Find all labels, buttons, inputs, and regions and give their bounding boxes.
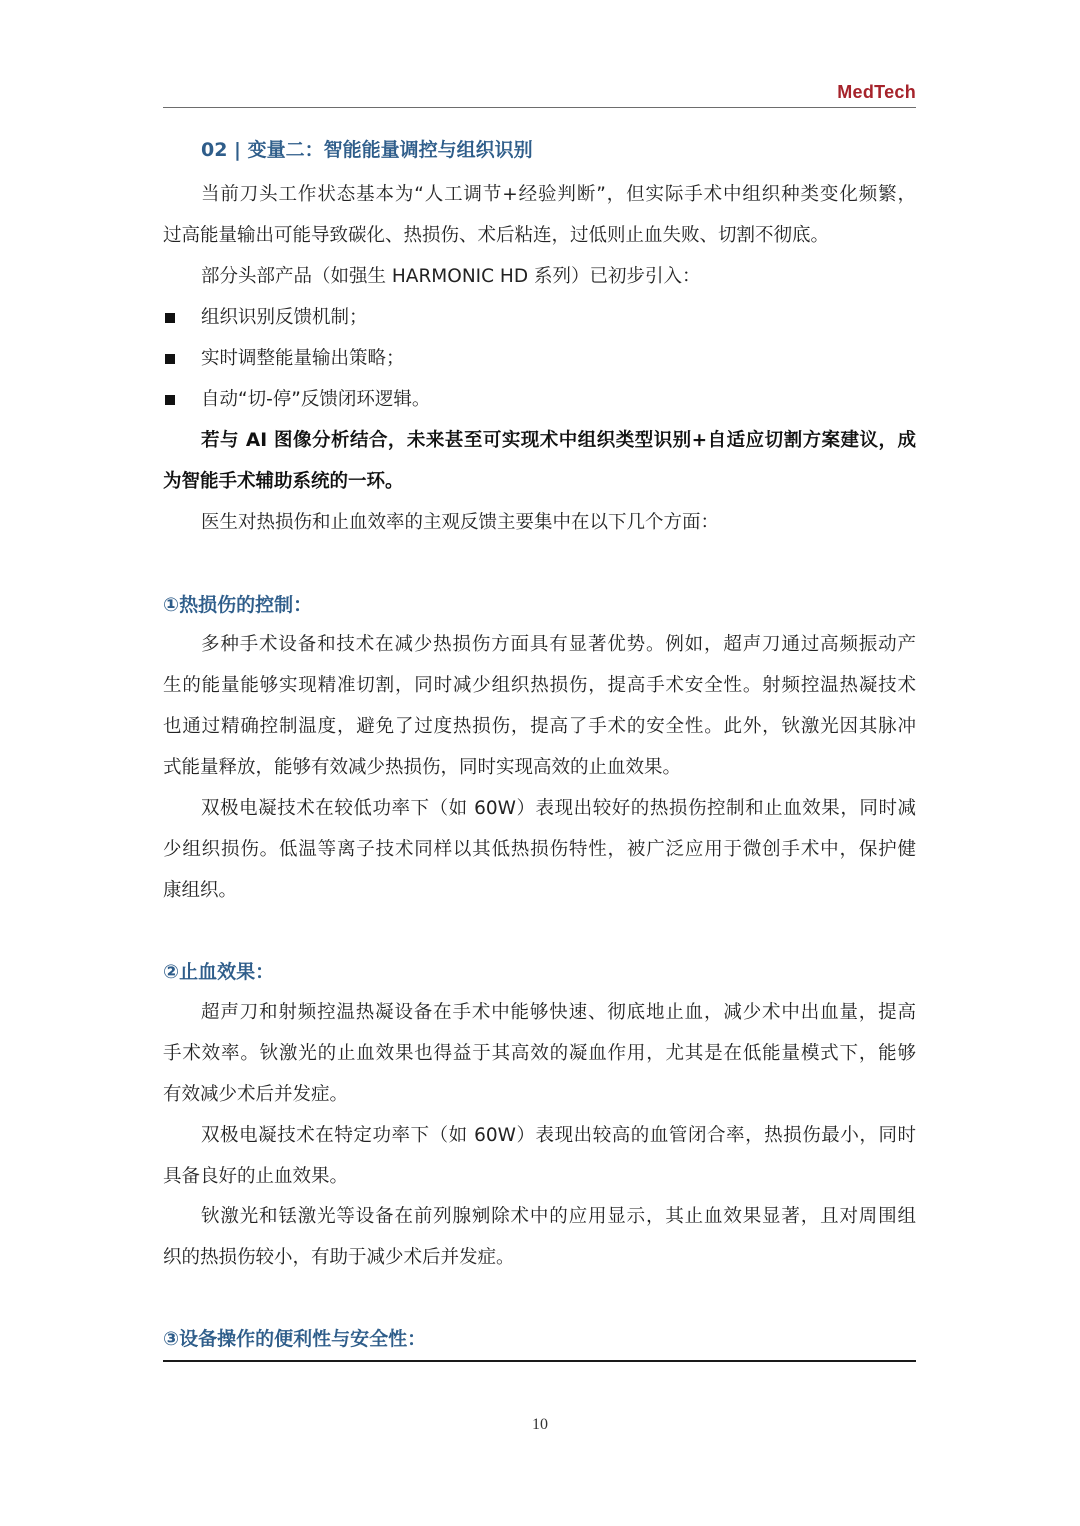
emphasis-line: 若与 AI 图像分析结合，未来甚至可实现术中组织类型识别+自适应切割方案建议，成 xyxy=(201,430,916,451)
brand-logo-text: MedTech xyxy=(837,82,916,102)
list-item xyxy=(163,345,916,373)
paragraph-line: 式能量释放，能够有效减少热损伤，同时实现高效的止血效果。 xyxy=(163,757,682,778)
paragraph-line: 也通过精确控制温度，避免了过度热损伤，提高了手术的安全性。此外，钬激光因其脉冲 xyxy=(163,716,916,737)
paragraph-line: 有效减少术后并发症。 xyxy=(163,1084,349,1105)
paragraph-line: 少组织损伤。低温等离子技术同样以其低热损伤特性，被广泛应用于微创手术中，保护健 xyxy=(163,839,916,860)
square-bullet-icon xyxy=(165,354,175,364)
subsection-heading-hemostasis: ②止血效果： xyxy=(163,961,275,983)
paragraph-line: 具备良好的止血效果。 xyxy=(163,1166,349,1187)
emphasis-line: 为智能手术辅助系统的一环。 xyxy=(163,471,404,492)
paragraph-line: 双极电凝技术在特定功率下（如 60W）表现出较高的血管闭合率，热损伤最小，同时 xyxy=(201,1125,916,1146)
paragraph-line: 生的能量能够实现精准切割，同时减少组织热损伤，提高手术安全性。射频控温热凝技术 xyxy=(163,675,916,696)
section-title: 02 | 变量二：智能能量调控与组织识别 xyxy=(201,139,533,161)
paragraph-line: 医生对热损伤和止血效率的主观反馈主要集中在以下几个方面： xyxy=(201,512,720,533)
list-item xyxy=(163,304,916,332)
paragraph-line: 康组织。 xyxy=(163,880,238,901)
paragraph-line: 当前刀头工作状态基本为“人工调节+经验判断”，但实际手术中组织种类变化频繁， xyxy=(201,184,916,205)
paragraph-line: 过高能量输出可能导致碳化、热损伤、术后粘连，过低则止血失败、切割不彻底。 xyxy=(163,225,830,246)
paragraph-line: 超声刀和射频控温热凝设备在手术中能够快速、彻底地止血，减少术中出血量，提高 xyxy=(201,1002,916,1023)
paragraph-line: 织的热损伤较小，有助于减少术后并发症。 xyxy=(163,1247,515,1268)
list-item-text: 组织识别反馈机制； xyxy=(201,307,368,328)
paragraph-line: 多种手术设备和技术在减少热损伤方面具有显著优势。例如，超声刀通过高频振动产 xyxy=(201,634,916,655)
page-number: 10 xyxy=(532,1416,548,1433)
paragraph-line: 钬激光和铥激光等设备在前列腺剜除术中的应用显示，其止血效果显著，且对周围组 xyxy=(201,1206,916,1227)
paragraph-line: 部分头部产品（如强生 HARMONIC HD 系列）已初步引入： xyxy=(201,266,701,287)
header-divider xyxy=(163,107,916,108)
subsection-heading-thermal: ①热损伤的控制： xyxy=(163,594,313,616)
list-item-text: 自动“切-停”反馈闭环逻辑。 xyxy=(201,389,431,410)
paragraph-line: 手术效率。钬激光的止血效果也得益于其高效的凝血作用，尤其是在低能量模式下，能够 xyxy=(163,1043,916,1064)
list-item-text: 实时调整能量输出策略； xyxy=(201,348,405,369)
paragraph-line: 双极电凝技术在较低功率下（如 60W）表现出较好的热损伤控制和止血效果，同时减 xyxy=(201,798,916,819)
subsection-heading-safety: ③设备操作的便利性与安全性： xyxy=(163,1328,427,1350)
footer-divider xyxy=(163,1360,916,1362)
square-bullet-icon xyxy=(165,395,175,405)
list-item xyxy=(163,386,916,414)
square-bullet-icon xyxy=(165,313,175,323)
